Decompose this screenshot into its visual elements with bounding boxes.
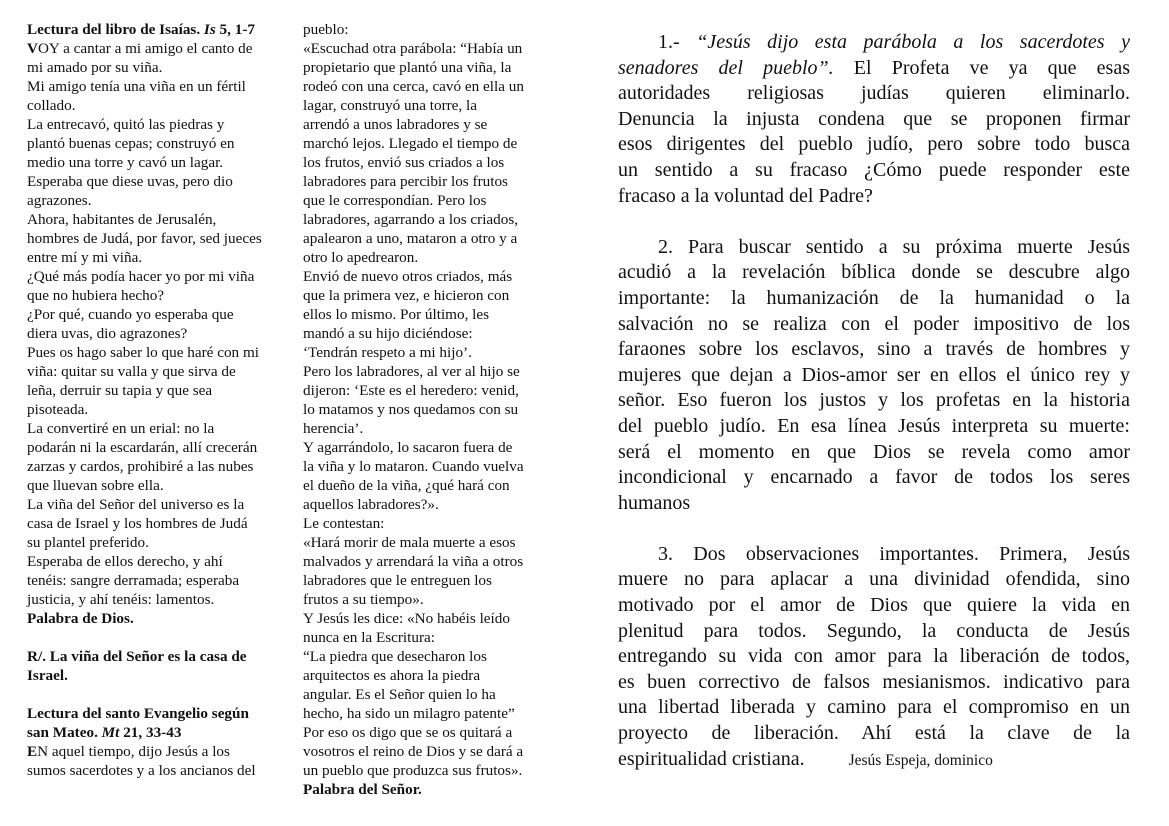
text-line: “La piedra que desecharon los (303, 648, 487, 665)
psalm-response: Israel. (27, 667, 68, 684)
text-line: que no hubiera hecho? (27, 287, 165, 304)
text-line: lo matamos y nos quedamos con su (303, 401, 519, 418)
reading-column-left (27, 20, 289, 780)
commentary-line: mujeres que dejan a Dios-amor ser en ellos el único rey y (618, 363, 1130, 386)
commentary-line: esos dirigentes del pueblo judío, pero sobre todo busca (618, 133, 1130, 156)
text-line: hombres de Judá, por favor, sed jueces (27, 230, 262, 247)
text-line: aquellos labradores?». (303, 496, 439, 513)
text-line: Envió de nuevo otros criados, más (303, 268, 513, 285)
commentary-line: proyecto de liberación. Ahí está la clave de la (618, 722, 1130, 745)
text-line: Mi amigo tenía una viña en un fértil (27, 78, 246, 95)
text-line: pueblo: (303, 21, 349, 38)
commentary-line: Denuncia la injusta condena que se proponen firmar (618, 107, 1130, 130)
commentary-line: motivado por el amor de Dios que quiere la vida en (618, 594, 1130, 617)
text-line: marchó lejos. Llegado el tiempo de (303, 135, 518, 152)
text-line: ‘Tendrán respeto a mi hijo’. (303, 344, 472, 361)
first-reading-closing: Palabra de Dios. (27, 610, 134, 627)
text-line: labradores, agarrando a los criados, (303, 211, 519, 228)
first-reading-first-line: VOY a cantar a mi amigo el canto de (27, 40, 253, 57)
commentary-line: senadores del pueblo”. El Profeta ve ya que esas (618, 56, 1130, 79)
text-line: ¿Qué más podía hacer yo por mi viña (27, 268, 255, 285)
text-line: Ahora, habitantes de Jerusalén, (27, 211, 217, 228)
commentary-line: 2. Para buscar sentido a su próxima muerte Jesús (658, 235, 1130, 258)
gospel-title: san Mateo. Mt 21, 33-43 (27, 724, 182, 741)
text-line: que la primera vez, e hicieron con (303, 287, 510, 304)
commentary-line: incondicional y encarnado a favor de todos los seres (618, 466, 1130, 489)
gospel-title: Lectura del santo Evangelio según (27, 705, 249, 722)
commentary-column (618, 30, 1130, 772)
text-line: La entrecavó, quitó las piedras y (27, 116, 225, 133)
commentary-last-line: espiritualidad cristiana. Jesús Espeja, dominico (618, 747, 993, 770)
text-line: rodeó con una cerca, cavó en ella un (303, 78, 524, 95)
reading-column-middle (303, 20, 549, 799)
text-line: plantó buenas cepas; construyó en (27, 135, 235, 152)
commentary-line: entregando su vida con amor para la liberación de todos, (618, 645, 1130, 668)
text-line: «Hará morir de mala muerte a esos (303, 534, 516, 551)
text-line: apalearon a uno, mataron a otro y a (303, 230, 518, 247)
commentary-line: del pueblo judío. En esa línea Jesús interpreta su muerte: (618, 414, 1130, 437)
text-line: la viña y lo mataron. Cuando vuelva (303, 458, 524, 475)
text-line: medio una torre y cavó un lagar. (27, 154, 224, 171)
drop-cap: V (27, 40, 38, 57)
spacer (618, 516, 1130, 542)
commentary-line: plenitud para todos. Segundo, la conducta de Jesús (618, 619, 1130, 642)
text-line: mi amado por su viña. (27, 59, 163, 76)
text-line: pisoteada. (27, 401, 89, 418)
text-line: leña, derruir su tapia y que sea (27, 382, 213, 399)
text-line: propietario que plantó una viña, la (303, 59, 512, 76)
text-line: arquitectos es ahora la piedra (303, 667, 481, 684)
text-line: su plantel preferido. (27, 534, 149, 551)
gospel-closing: Palabra del Señor. (303, 781, 422, 798)
text-line: labradores para percibir los frutos (303, 173, 508, 190)
text-line: malvados y arrendará la viña a otros (303, 553, 524, 570)
text-line: casa de Israel y los hombres de Judá (27, 515, 248, 532)
text-line: los frutos, envió sus criados a los (303, 154, 505, 171)
gospel-first-line: EN aquel tiempo, dijo Jesús a los (27, 743, 230, 760)
text-line: zarzas y cardos, prohibiré a las nubes (27, 458, 254, 475)
text-line: sumos sacerdotes y a los ancianos del (27, 762, 256, 779)
text-line: arrendó a unos labradores y se (303, 116, 488, 133)
text-line: viña: quitar su valla y que sirva de (27, 363, 236, 380)
text-line: ellos lo mismo. Por último, les (303, 306, 490, 323)
text-line: Le contestan: (303, 515, 385, 532)
text-line: tenéis: sangre derramada; esperaba (27, 572, 240, 589)
text-line: vosotros el reino de Dios y se dará a (303, 743, 524, 760)
spacer (27, 628, 289, 647)
text-line: Esperaba de ellos derecho, y ahí (27, 553, 223, 570)
text-line: agrazones. (27, 192, 92, 209)
commentary-line: humanos (618, 491, 691, 514)
commentary-line: fracaso a la voluntad del Padre? (618, 184, 873, 207)
commentary-line: será el momento en que Dios se revela como amor (618, 440, 1130, 463)
commentary-line: importante: la humanización de la humanidad o la (618, 286, 1130, 309)
text-line: labradores que le entreguen los (303, 572, 492, 589)
text-line: otro lo apedrearon. (303, 249, 419, 266)
text-line: justicia, y ahí tenéis: lamentos. (27, 591, 215, 608)
commentary-line: faraones sobre los esclavos, sino a través de hombres y (618, 338, 1130, 361)
commentary-line: acudió a la revelación bíblica donde se descubre algo (618, 261, 1130, 284)
text-line: Y agarrándolo, lo sacaron fuera de (303, 439, 513, 456)
text-line: hecho, ha sido un milagro patente” (303, 705, 515, 722)
text-line: diera uvas, dio agrazones? (27, 325, 188, 342)
commentary-line: salvación no se realiza con el poder impositivo de los (618, 312, 1130, 335)
text-line: Esperaba que diese uvas, pero dio (27, 173, 233, 190)
spacer (618, 209, 1130, 235)
text-line: el dueño de la viña, ¿qué hará con (303, 477, 510, 494)
text-line: La convertiré en un erial: no la (27, 420, 215, 437)
text-line: angular. Es el Señor quien lo ha (303, 686, 496, 703)
text-line: collado. (27, 97, 76, 114)
psalm-response: R/. La viña del Señor es la casa de (27, 648, 247, 665)
text-line: lagar, construyó una torre, la (303, 97, 477, 114)
commentary-line: 1.- “Jesús dijo esta parábola a los sacerdotes y (658, 31, 1130, 53)
text-line: que le correspondían. Pero los (303, 192, 487, 209)
text-line: Y Jesús les dice: «No habéis leído (303, 610, 510, 627)
commentary-line: una libertad liberada y camino para el compromiso en un (618, 696, 1130, 719)
text-line: mandó a su hijo diciéndose: (303, 325, 473, 342)
drop-cap: E (27, 743, 38, 760)
first-reading-title: Lectura del libro de Isaías. Is 5, 1-7 (27, 21, 255, 38)
text-line: frutos a su tiempo». (303, 591, 424, 608)
text-line: ¿Por qué, cuando yo esperaba que (27, 306, 234, 323)
text-line: entre mí y mi viña. (27, 249, 143, 266)
commentary-line: 3. Dos observaciones importantes. Primera, Jesús (658, 542, 1130, 565)
commentary-line: muere no para aplacar a una divinidad ofendida, sino (618, 568, 1130, 591)
commentary-line: señor. Eso fueron los justos y los profetas en la historia (618, 389, 1130, 412)
text-line: Pues os hago saber lo que haré con mi (27, 344, 259, 361)
commentary-line: autoridades religiosas judías quieren eliminarlo. (618, 82, 1130, 105)
text-line: «Escuchad otra parábola: “Había un (303, 40, 523, 57)
spacer (27, 685, 289, 704)
text-line: nunca en la Escritura: (303, 629, 435, 646)
text-line: un pueblo que produzca sus frutos». (303, 762, 523, 779)
text-line: Pero los labradores, al ver al hijo se (303, 363, 520, 380)
text-line: herencia’. (303, 420, 364, 437)
text-line: podarán ni la escardarán, allí crecerán (27, 439, 258, 456)
commentary-line: es buen correctivo de falsos mesianismos. indicativo para (618, 670, 1130, 693)
text-line: que lluevan sobre ella. (27, 477, 164, 494)
text-line: dijeron: ‘Este es el heredero: venid, (303, 382, 519, 399)
text-line: La viña del Señor del universo es la (27, 496, 245, 513)
commentary-line: un sentido a su fracaso ¿Cómo puede responder este (618, 158, 1130, 181)
text-line: Por eso os digo que se os quitará a (303, 724, 513, 741)
author-signature: Jesús Espeja, dominico (848, 751, 993, 769)
